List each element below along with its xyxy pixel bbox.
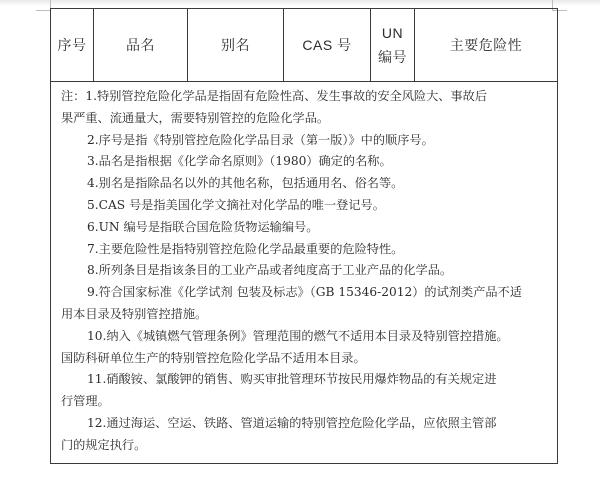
note-line: 果严重、流通量大，需要特别管控的危险化学品。 [61,110,330,125]
note-line: 12.通过海运、空运、铁路、管道运输的特别管控危险化学品，应依照主管部 [87,415,497,430]
note-line: 7.主要危险性是指特别管控危险化学品最重要的危险特性。 [87,241,404,256]
notes-cell [51,82,558,464]
notes-list [61,86,551,457]
note-line: 注：1.特别管控危险化学品是指固有危险性高、发生事故的安全风险大、事故后 [61,89,488,103]
note-line: 国防科研单位生产的特别管控危险化学品不适用本目录。 [61,350,366,365]
notes-row [51,82,558,464]
note-line: 2.序号是指《特别管控危险化学品目录（第一版）》中的顺序号。 [87,132,434,147]
note-line: 8.所列条目是指该条目的工业产品或者纯度高于工业产品的化学品。 [87,263,453,278]
header-alias: 别名 [188,9,284,82]
header-cas-number: CAS 号 [284,9,371,82]
table-header-row [51,9,558,82]
note-line: 11.硝酸铵、氯酸钾的销售、购买审批管理环节按民用爆炸物品的有关规定进 [87,372,497,387]
header-un-number: UN 编号 [371,9,415,82]
note-line: 门的规定执行。 [61,437,147,452]
header-serial-number: 序号 [51,9,94,82]
header-product-name: 品名 [94,9,188,82]
chemical-catalog-table [50,8,558,464]
header-main-hazard: 主要危险性 [415,9,558,82]
note-line: 3.品名是指根据《化学命名原则》（1980）确定的名称。 [87,154,392,169]
note-line: 10.纳入《城镇燃气管理条例》管理范围的燃气不适用本目录及特别管控措施。 [87,328,509,343]
page-corner-mark-left [36,0,51,11]
note-line: 行管理。 [61,394,110,409]
page-top-edge [0,0,600,6]
note-line: 用本目录及特别管控措施。 [61,306,208,321]
note-line: 9.符合国家标准《化学试剂 包装及标志》（GB 15346-2012）的试剂类产品不适 [87,285,522,300]
note-line: 6.UN 编号是指联合国危险货物运输编号。 [87,219,319,234]
note-line: 5.CAS 号是指美国化学文摘社对化学品的唯一登记号。 [87,197,385,212]
note-line: 4.别名是指除品名以外的其他名称，包括通用名、俗名等。 [87,176,404,191]
